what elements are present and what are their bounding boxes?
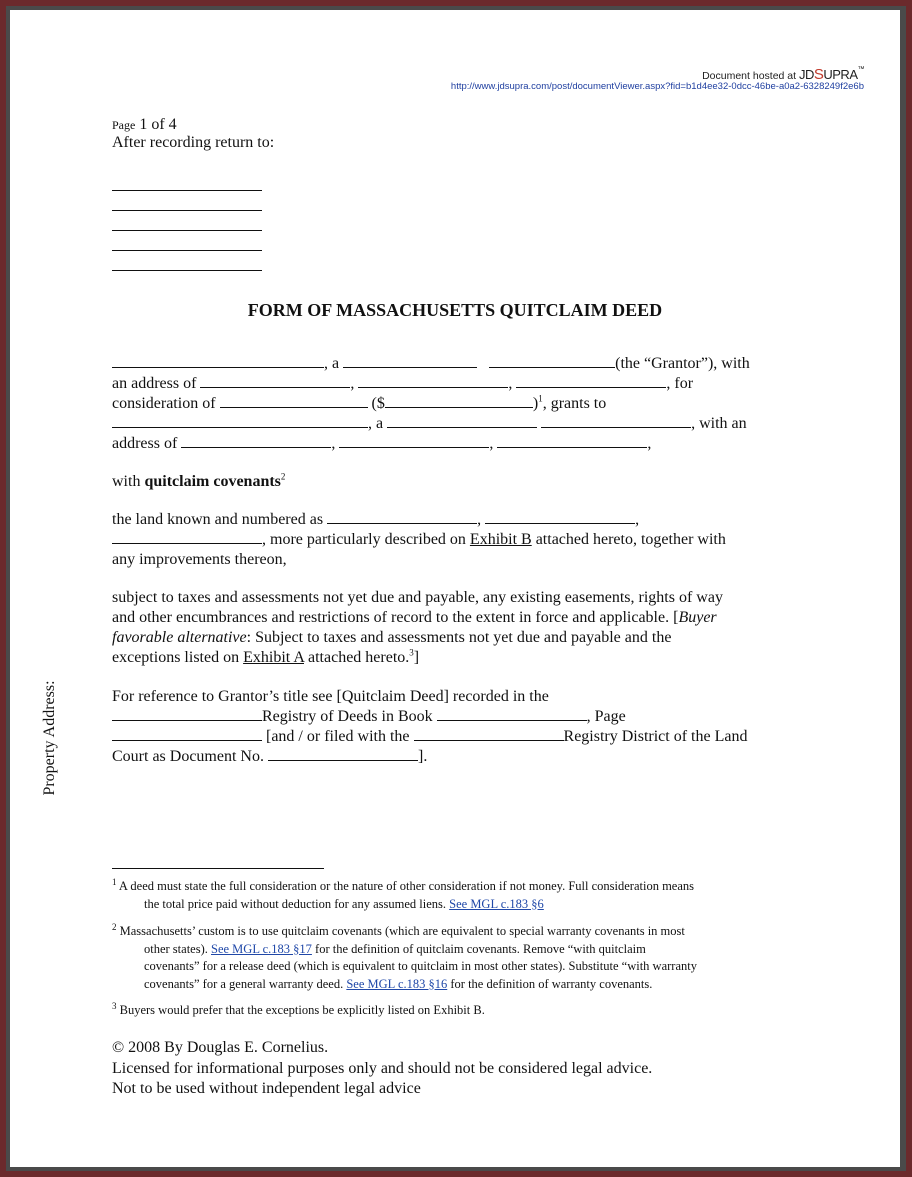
land-line-3: any improvements thereon, <box>112 551 287 568</box>
mgl-183-17-link[interactable]: See MGL c.183 §17 <box>211 941 312 956</box>
land-line-1: the land known and numbered as , , <box>112 511 640 528</box>
document-title: FORM OF MASSACHUSETTS QUITCLAIM DEED <box>247 300 663 320</box>
reference-line-1: For reference to Grantor’s title see [Quitclaim Deed] recorded in the <box>112 688 549 705</box>
exhibit-b-reference: Exhibit B <box>469 531 532 548</box>
deed-line-1: , a (the “Grantor”), with <box>112 354 750 375</box>
footnote-1: $^1$ A deed must state the full consideration or the nature of other consideration if not money. Full consideration means the total price paid without deduction for any assumed liens. See MGL c.183 §6 <box>112 876 695 911</box>
property-address-side-label: Property Address: <box>41 680 58 796</box>
page-number: Page 1 of 4 <box>112 116 177 133</box>
document-url-link[interactable]: http://www.jdsupra.com/post/documentViewer.aspx?fid=b1d4ee32-0dcc-46be-a0a2-6328249f2e6b <box>450 81 864 92</box>
return-address-line-2 <box>112 210 262 211</box>
copyright-line-1: © 2008 By Douglas E. Cornelius. <box>112 1039 329 1056</box>
document-page <box>10 10 900 1167</box>
exhibit-a-reference: Exhibit A <box>243 649 304 666</box>
return-to-label: After recording return to: <box>112 134 275 151</box>
reference-line-3: [and / or filed with the Registry District of the Land <box>112 727 747 748</box>
return-address-line-4 <box>112 250 262 251</box>
covenants-line: with quitclaim covenants$^2$ <box>112 471 286 490</box>
copyright-line-3: Not to be used without independent legal advice <box>112 1080 421 1097</box>
deed-line-2: an address of , , , for <box>112 375 694 392</box>
land-line-2: , more particularly described on Exhibit B attached hereto, together with <box>112 530 726 551</box>
mgl-183-16-link[interactable]: See MGL c.183 §16 <box>346 976 448 991</box>
copyright-line-2: Licensed for informational purposes only and should not be considered legal advice. <box>112 1059 653 1077</box>
deed-line-4: , a , with an <box>112 414 747 435</box>
hosted-prefix: Document hosted at <box>702 70 799 82</box>
deed-line-5: address of , , , <box>112 435 652 452</box>
return-address-line-5 <box>112 270 262 271</box>
return-address-line-1 <box>112 190 262 191</box>
subject-line-3: favorable alternative: Subject to taxes and assessments not yet due and payable and the <box>112 629 672 646</box>
deed-line-3: consideration of ($ )$^1$, grants to <box>112 393 607 412</box>
footnote-3: $^3$ Buyers would prefer that the exceptions be explicitly listed on Exhibit B. <box>112 1000 485 1017</box>
copyright-notice <box>112 1038 652 1100</box>
jdsupra-logo[interactable]: JDSUPRA™ <box>798 66 864 83</box>
footnote-2: $^2$ Massachusetts’ custom is to use quitclaim covenants (which are equivalent to special warranty covenants in most other states). See MGL c.183 §17 for the definition of quitclaim covenants. Remove “with quitclaim covenants” for a release deed (which is equivalent to quitclaim in most other states). Substitute “with warranty covenants” for a general warranty deed. See MGL c.183 §16 for the definition of warranty covenants. <box>112 921 697 991</box>
return-address-line-3 <box>112 230 262 231</box>
subject-line-2: and other encumbrances and restrictions of record to the extent in force and applicable. [Buyer <box>112 609 717 626</box>
footnote-separator <box>112 868 324 869</box>
subject-line-1: subject to taxes and assessments not yet due and payable, any existing easements, rights of way <box>112 589 723 606</box>
reference-line-2: Registry of Deeds in Book , Page <box>112 707 626 728</box>
reference-line-4: Court as Document No. ]. <box>112 748 428 765</box>
subject-line-4: exceptions listed on Exhibit A attached hereto.$^3$] <box>112 647 420 666</box>
mgl-183-6-link[interactable]: See MGL c.183 §6 <box>449 896 544 911</box>
